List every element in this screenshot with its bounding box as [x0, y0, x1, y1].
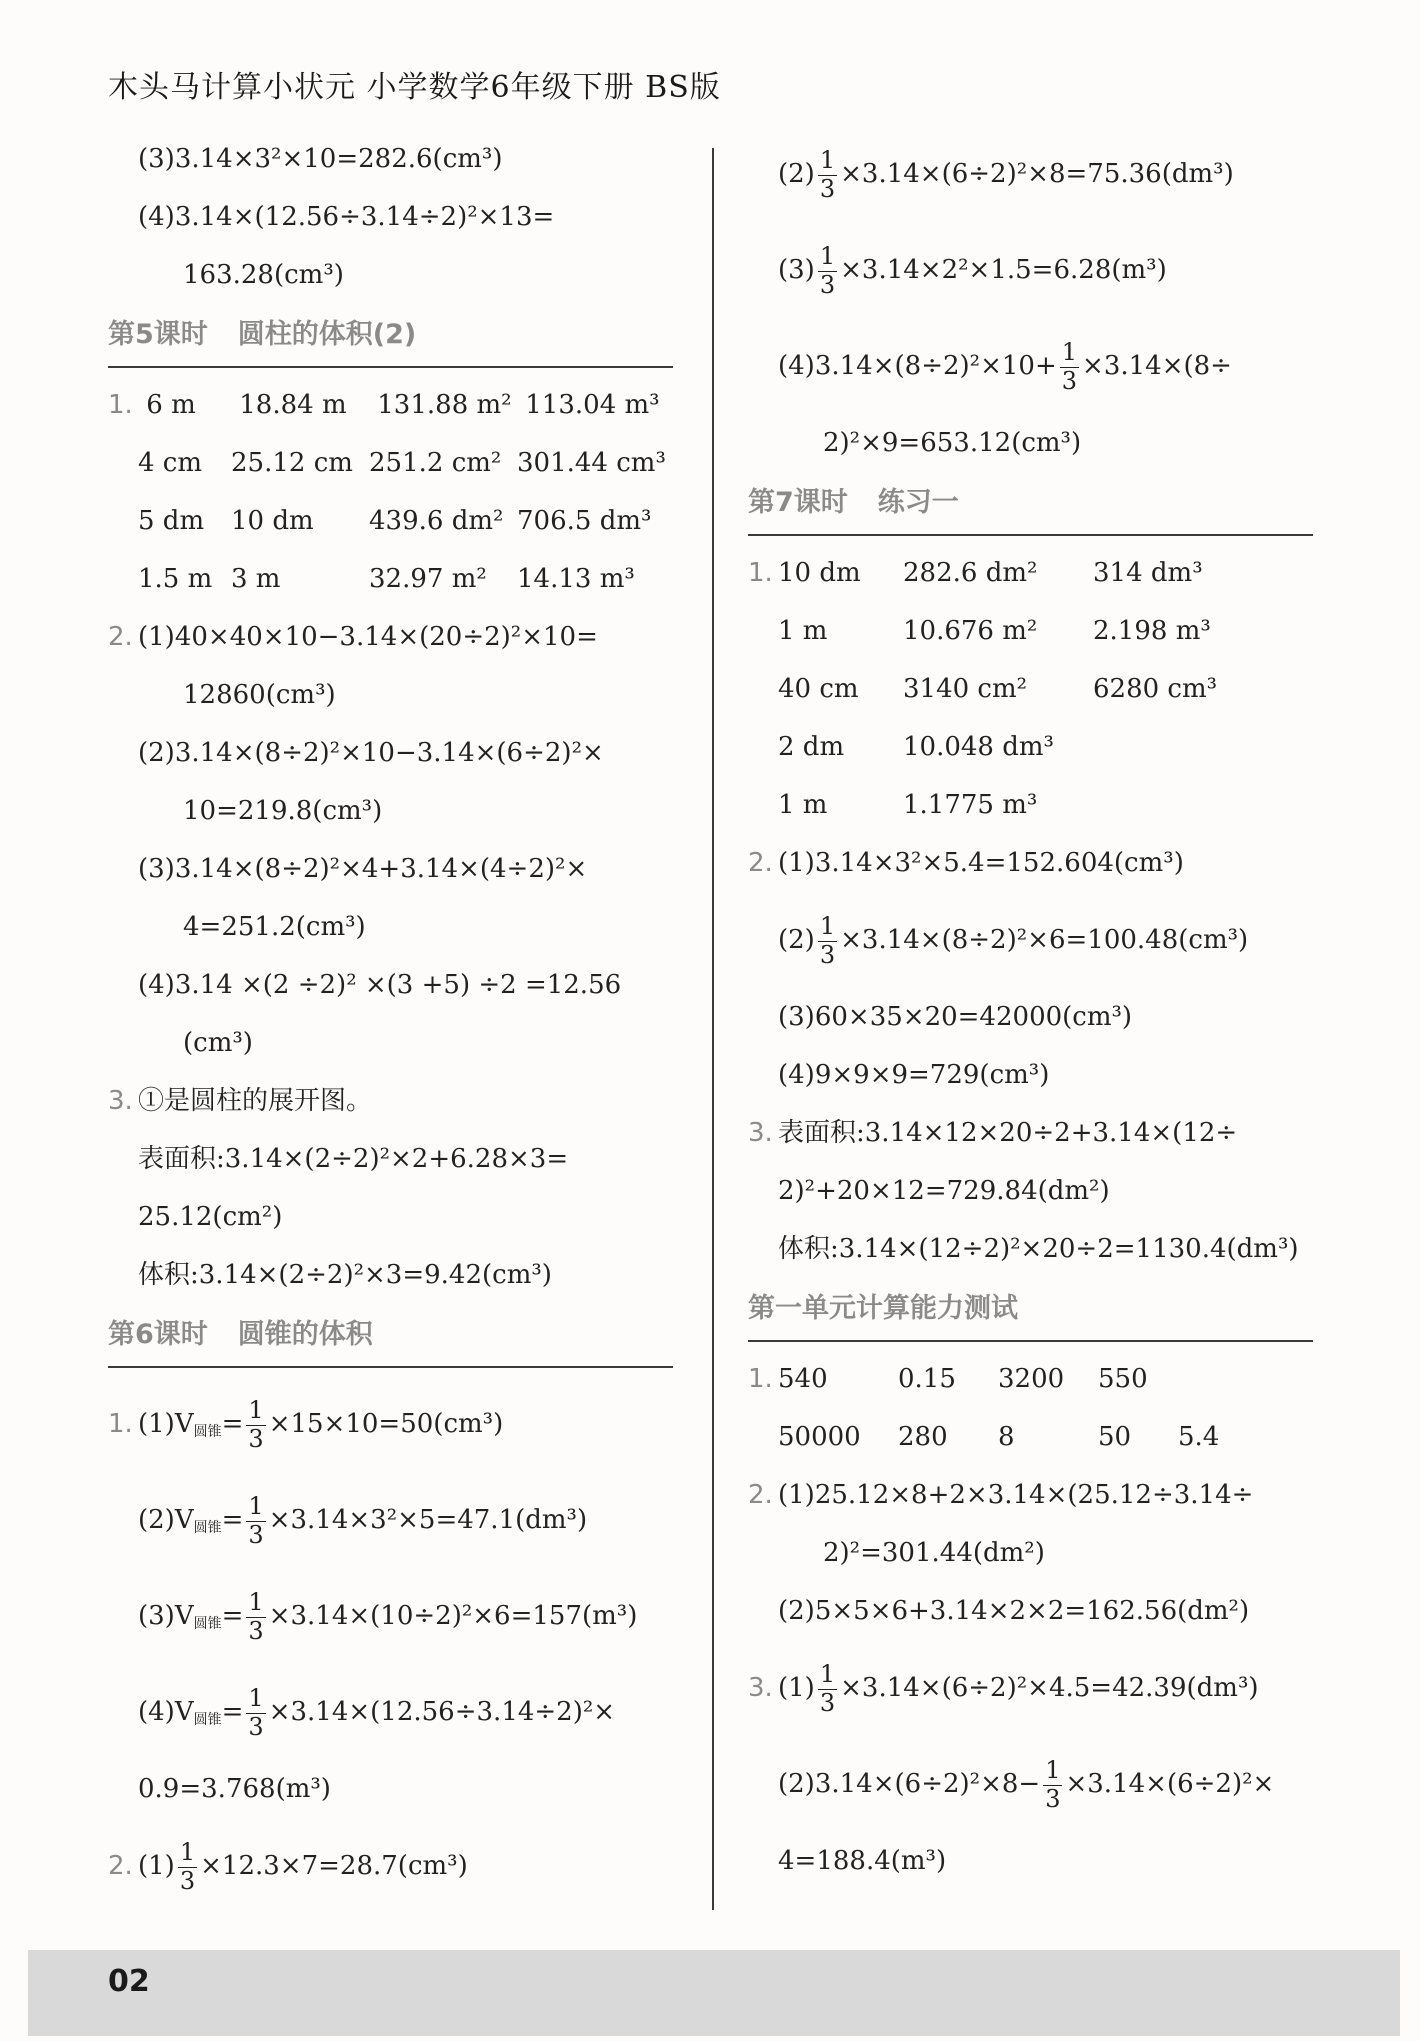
answer-cell: 540: [778, 1364, 828, 1394]
answer-text: ×3.14×(6÷2)²×: [1065, 1769, 1275, 1799]
answer-line: (4)9×9×9=729(cm³): [778, 1060, 1050, 1090]
fraction-one-third: [818, 1661, 837, 1717]
v-subscript: 圆锥: [193, 1712, 222, 1728]
section-lesson: 第6课时: [108, 1319, 208, 1350]
answer-cell: 1.5 m: [138, 564, 213, 594]
denominator: 3: [819, 174, 836, 203]
numerator: 1: [1061, 337, 1078, 366]
answer-line: [748, 1104, 1313, 1162]
answer-cell: 2 dm: [778, 732, 845, 762]
answer-row: [108, 492, 673, 550]
answer-row: [748, 544, 1313, 602]
answer-text: (3)V: [138, 1601, 194, 1631]
answer-cell: 280: [898, 1422, 948, 1452]
answer-cell: 1 m: [778, 790, 828, 820]
answer-line: [108, 1472, 673, 1568]
answer-line: (4)3.14×(12.56÷3.14÷2)²×13=: [138, 202, 555, 232]
numerator: 1: [819, 911, 836, 940]
answer-line: 12860(cm³): [183, 680, 336, 710]
fraction-one-third: [818, 147, 837, 203]
answer-cell: 314 dm³: [1093, 558, 1203, 588]
answer-row: [108, 434, 673, 492]
answer-cell: 50: [1098, 1422, 1132, 1452]
answer-text: (2): [778, 925, 815, 955]
answer-line: [748, 834, 1313, 892]
answer-text: (1)3.14×3²×5.4=152.604(cm³): [778, 848, 1184, 878]
answer-line: 10=219.8(cm³): [183, 796, 383, 826]
answer-text: ×3.14×(6÷2)²×8=75.36(dm³): [840, 159, 1234, 189]
question-number: 1.: [748, 558, 773, 588]
answer-cell: 706.5 dm³: [517, 506, 652, 536]
question-number: 3.: [748, 1118, 773, 1148]
section-title-lesson-7: [748, 476, 1313, 536]
answer-cell: 3 m: [231, 564, 281, 594]
fraction-one-third: [246, 1685, 265, 1741]
denominator: 3: [248, 1616, 264, 1645]
denominator: 3: [819, 270, 836, 299]
answer-row: [748, 660, 1313, 718]
answer-cell: 10.048 dm³: [903, 732, 1054, 762]
section-lesson: 第一单元计算能力测试: [748, 1293, 1018, 1324]
answer-cell: 8: [998, 1422, 1015, 1452]
question-number: 2.: [108, 622, 133, 652]
answer-row: [108, 550, 673, 608]
answer-cell: 131.88 m²: [377, 390, 512, 420]
answer-line: 2)²×9=653.12(cm³): [823, 428, 1082, 458]
fraction-one-third: [1060, 339, 1079, 395]
answer-row: [748, 776, 1313, 834]
answer-line: 2)²=301.44(dm²): [823, 1538, 1045, 1568]
question-number: 1.: [108, 390, 133, 420]
answer-cell: 550: [1098, 1364, 1148, 1394]
answer-line: [748, 222, 1313, 318]
answer-row: [748, 718, 1313, 776]
page-footer: [28, 1950, 1400, 2036]
answer-cell: 10 dm: [778, 558, 861, 588]
answer-line: [108, 1072, 673, 1130]
numerator: 1: [819, 241, 836, 270]
answer-row: [748, 1350, 1313, 1408]
column-divider: [712, 148, 714, 1910]
v-subscript: 圆锥: [193, 1424, 222, 1440]
answer-text: ×3.14×(6÷2)²×4.5=42.39(dm³): [840, 1673, 1259, 1703]
answer-cell: 1.1775 m³: [903, 790, 1038, 820]
answer-line: [108, 1818, 673, 1914]
answer-line: [108, 1376, 673, 1472]
answer-text: (1)25.12×8+2×3.14×(25.12÷3.14÷: [778, 1480, 1254, 1510]
numerator: 1: [248, 1491, 264, 1520]
answer-line: [108, 608, 673, 666]
answer-text: (3): [778, 255, 815, 285]
page-header: 木头马计算小状元 小学数学6年级下册 BS版: [108, 70, 721, 105]
answer-line: (2)3.14×(8÷2)²×10−3.14×(6÷2)²×: [138, 738, 604, 768]
answer-line: 2)²+20×12=729.84(dm²): [778, 1176, 1110, 1206]
section-topic: 练习一: [877, 487, 959, 518]
answer-cell: 40 cm: [778, 674, 859, 704]
answer-row: [108, 376, 673, 434]
answer-text: (1): [778, 1673, 815, 1703]
answer-cell: 113.04 m³: [525, 390, 660, 420]
answer-text: ×3.14×(8÷: [1082, 351, 1232, 381]
answer-cell: 3140 cm²: [903, 674, 1028, 704]
answer-cell: 6 m: [146, 390, 196, 420]
answer-line: (cm³): [183, 1028, 253, 1058]
answer-cell: 50000: [778, 1422, 861, 1452]
denominator: 3: [248, 1424, 264, 1453]
section-lesson: 第5课时: [108, 319, 208, 350]
denominator: 3: [248, 1712, 264, 1741]
fraction-one-third: [818, 243, 837, 299]
question-number: 1.: [108, 1409, 133, 1439]
answer-text: ①是圆柱的展开图。: [138, 1086, 373, 1116]
answer-text: (2)V: [138, 1505, 194, 1535]
question-number: 3.: [108, 1086, 133, 1116]
answer-text: (4)V: [138, 1697, 194, 1727]
answer-line: [108, 1568, 673, 1664]
answer-text: 表面积:3.14×12×20÷2+3.14×(12÷: [778, 1118, 1238, 1148]
question-number: 2.: [748, 1480, 773, 1510]
answer-text: ×15×10=50(cm³): [268, 1409, 504, 1439]
answer-cell: 5 dm: [138, 506, 205, 536]
answer-text: =: [221, 1505, 244, 1535]
section-topic: 圆柱的体积(2): [237, 319, 417, 350]
denominator: 3: [179, 1866, 196, 1895]
numerator: 1: [248, 1683, 264, 1712]
answer-text: (4)3.14×(8÷2)²×10+: [778, 351, 1057, 381]
answer-text: ×3.14×(10÷2)²×6=157(m³): [268, 1601, 638, 1631]
answer-line: [108, 1664, 673, 1760]
answer-text: (1): [138, 1851, 175, 1881]
answer-line: 体积:3.14×(2÷2)²×3=9.42(cm³): [138, 1260, 552, 1290]
answer-cell: 439.6 dm²: [369, 506, 504, 536]
answer-text: ×3.14×(8÷2)²×6=100.48(cm³): [840, 925, 1249, 955]
answer-line: [748, 892, 1313, 988]
answer-text: ×12.3×7=28.7(cm³): [200, 1851, 468, 1881]
answer-cell: 10 dm: [231, 506, 314, 536]
answer-row: [748, 602, 1313, 660]
answer-line: 体积:3.14×(12÷2)²×20÷2=1130.4(dm³): [778, 1234, 1299, 1264]
answer-line: [748, 1466, 1313, 1524]
answer-cell: 0.15: [898, 1364, 956, 1394]
section-title-lesson-5: [108, 308, 673, 368]
answer-cell: 5.4: [1178, 1422, 1220, 1452]
answer-cell: 3200: [998, 1364, 1065, 1394]
question-number: 1.: [748, 1364, 773, 1394]
answer-line: [748, 318, 1313, 414]
section-topic: 圆锥的体积: [237, 1319, 373, 1350]
answer-text: ×3.14×2²×1.5=6.28(m³): [840, 255, 1167, 285]
fraction-one-third: [818, 913, 837, 969]
v-subscript: 圆锥: [193, 1616, 222, 1632]
numerator: 1: [1045, 1755, 1061, 1784]
page-number: 02: [108, 1964, 150, 1999]
fraction-one-third: [246, 1589, 265, 1645]
section-title-lesson-6: [108, 1308, 673, 1368]
answer-cell: 32.97 m²: [369, 564, 487, 594]
answer-line: (3)3.14×(8÷2)²×4+3.14×(4÷2)²×: [138, 854, 588, 884]
answer-line: [748, 126, 1313, 222]
answer-line: (4)3.14 ×(2 ÷2)² ×(3 +5) ÷2 =12.56: [138, 970, 622, 1000]
numerator: 1: [819, 1659, 836, 1688]
answer-line: 163.28(cm³): [183, 260, 344, 290]
answer-text: (1)V: [138, 1409, 194, 1439]
v-subscript: 圆锥: [193, 1520, 222, 1536]
answer-cell: 10.676 m²: [903, 616, 1038, 646]
answer-cell: 251.2 cm²: [369, 448, 502, 478]
left-column: [108, 130, 673, 1914]
question-number: 2.: [108, 1851, 133, 1881]
answer-text: ×3.14×3²×5=47.1(dm³): [268, 1505, 588, 1535]
answer-text: ×3.14×(12.56÷3.14÷2)²×: [268, 1697, 616, 1727]
answer-line: (3)60×35×20=42000(cm³): [778, 1002, 1133, 1032]
numerator: 1: [819, 145, 836, 174]
answer-cell: 1 m: [778, 616, 828, 646]
answer-line: 0.9=3.768(m³): [138, 1774, 331, 1804]
answer-line: [748, 1640, 1313, 1736]
answer-line: 25.12(cm²): [138, 1202, 283, 1232]
answer-line: (3)3.14×3²×10=282.6(cm³): [138, 144, 503, 174]
answer-text: (2)3.14×(6÷2)²×8−: [778, 1769, 1041, 1799]
answer-text: (1)40×40×10−3.14×(20÷2)²×10=: [138, 622, 598, 652]
answer-cell: 14.13 m³: [517, 564, 635, 594]
answer-text: =: [221, 1409, 244, 1439]
denominator: 3: [819, 1688, 836, 1717]
question-number: 2.: [748, 848, 773, 878]
denominator: 3: [248, 1520, 264, 1549]
fraction-one-third: [1043, 1757, 1062, 1813]
numerator: 1: [179, 1837, 196, 1866]
denominator: 3: [1061, 366, 1078, 395]
numerator: 1: [248, 1395, 264, 1424]
denominator: 3: [1045, 1784, 1061, 1813]
denominator: 3: [819, 940, 836, 969]
section-lesson: 第7课时: [748, 487, 848, 518]
right-column: [748, 130, 1313, 1890]
answer-cell: 301.44 cm³: [517, 448, 666, 478]
answer-line: 4=188.4(m³): [778, 1846, 947, 1876]
answer-text: (2): [778, 159, 815, 189]
fraction-one-third: [246, 1397, 265, 1453]
answer-text: =: [221, 1601, 244, 1631]
answer-line: (2)5×5×6+3.14×2×2=162.56(dm²): [778, 1596, 1250, 1626]
answer-line: 4=251.2(cm³): [183, 912, 366, 942]
answer-line: [748, 1736, 1313, 1832]
answer-cell: 4 cm: [138, 448, 203, 478]
answer-cell: 2.198 m³: [1093, 616, 1211, 646]
fraction-one-third: [246, 1493, 265, 1549]
answer-cell: 6280 cm³: [1093, 674, 1218, 704]
answer-text: =: [221, 1697, 244, 1727]
question-number: 3.: [748, 1673, 773, 1703]
answer-cell: 25.12 cm: [231, 448, 353, 478]
answer-cell: 282.6 dm²: [903, 558, 1038, 588]
answer-cell: 18.84 m: [239, 390, 347, 420]
section-title-unit-test: [748, 1282, 1313, 1342]
numerator: 1: [248, 1587, 264, 1616]
fraction-one-third: [178, 1839, 197, 1895]
answer-line: 表面积:3.14×(2÷2)²×2+6.28×3=: [138, 1144, 569, 1174]
answer-row: [748, 1408, 1313, 1466]
